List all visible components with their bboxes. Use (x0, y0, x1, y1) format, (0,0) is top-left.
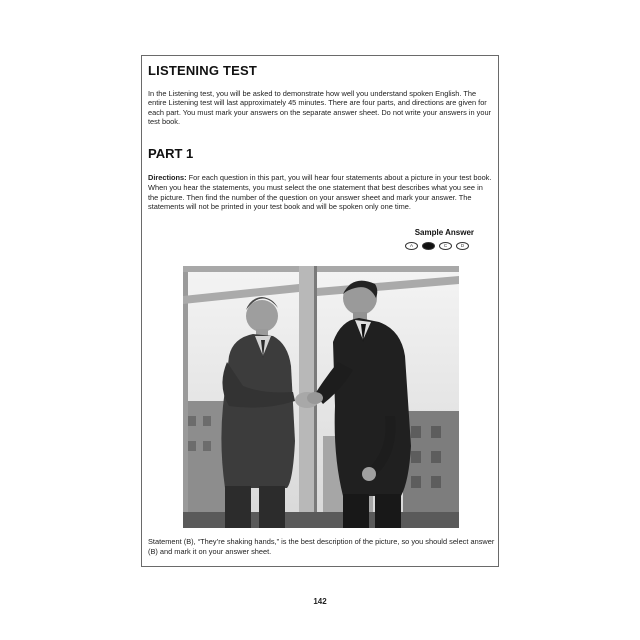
sample-answer-label: Sample Answer (414, 228, 474, 237)
answer-bubble-c: C (439, 242, 452, 250)
handshake-photo (183, 266, 459, 528)
sample-explanation: Statement (B), “They’re shaking hands,” is the best description of the picture, so you should select answer (B) and mark it on your answer sheet. (148, 537, 495, 556)
page-title: LISTENING TEST (148, 63, 257, 78)
intro-paragraph: In the Listening test, you will be asked to demonstrate how well you understand spoken English. The entire Listening test will last approximately 45 minutes. There are four parts, and directions are given for each part. You must mark your answers on the separate answer sheet. Do not write your answers in your test book. (148, 89, 492, 127)
directions-lead: Directions: (148, 173, 187, 182)
page-number: 142 (313, 597, 327, 606)
answer-bubble-a: A (405, 242, 418, 250)
part-heading: PART 1 (148, 146, 194, 161)
directions-paragraph (148, 173, 493, 212)
directions-text: For each question in this part, you will hear four statements about a picture in your test book. When you hear the statements, you must select the one statement that best describes what you see in the picture. Then find the number of the question on your answer sheet and mark your answer. The statements will not be printed in your test book and will be spoken only one time. (148, 173, 492, 212)
sample-answer-bubbles (405, 242, 469, 250)
answer-bubble-d: D (456, 242, 469, 250)
answer-bubble-b: B (422, 242, 435, 250)
test-book-page (141, 55, 499, 567)
